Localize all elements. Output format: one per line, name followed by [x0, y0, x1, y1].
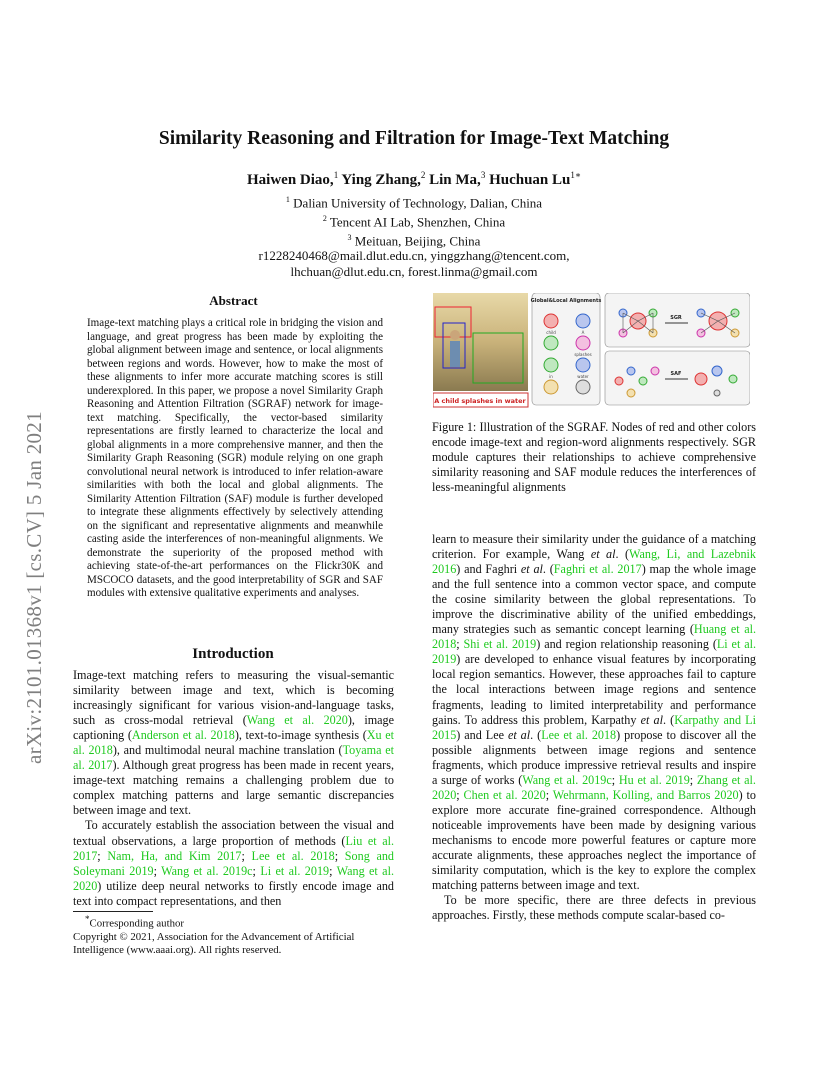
citation-link[interactable]: Xu et al. 2018 [73, 728, 394, 758]
footnote [73, 913, 395, 957]
author-name: Huchuan Lu [489, 172, 571, 188]
text-run: ) and Lee [456, 727, 508, 742]
citation-link[interactable]: Anderson et al. 2018 [131, 728, 235, 743]
text-run: ) and region relationship reasoning ( [536, 637, 717, 652]
citation-link[interactable]: Lee et al. 2018 [541, 727, 617, 742]
word-tag: splashes [574, 352, 592, 357]
text-run: ), text-to-image synthesis ( [234, 728, 367, 743]
italic-text: et al [590, 547, 616, 562]
word-tag: in [549, 374, 553, 379]
text-run: ) to explore more accurate fine-grained correspondence. Although noticeable improvements have been made by designing various mechanisms to encode more powerful features or capture more accurate alignments, these approaches neglect the importance of similarity computation, which is the key to explore the complex matching patterns between image and text. [432, 787, 756, 893]
right-paragraph-1 [432, 532, 756, 893]
intro-paragraph-1 [73, 668, 394, 818]
text-run: ; [153, 863, 162, 878]
affiliations [0, 192, 828, 279]
text-run: ; [97, 848, 108, 863]
citation-link[interactable]: Wehrmann, Kolling, and Barros 2020 [552, 787, 739, 802]
saf-node [639, 377, 647, 385]
child-figure [450, 330, 460, 340]
text-run: ) and Faghri [456, 562, 521, 577]
text-run: . ( [615, 547, 630, 562]
text-run: ; [611, 772, 619, 787]
citation-link[interactable]: Faghri et al. 2017 [553, 562, 642, 577]
abstract-heading: Abstract [209, 293, 258, 308]
arxiv-identifier: arXiv:2101.01368v1 [cs.CV] 5 Jan 2021 [22, 411, 46, 764]
author-sup: 1 [333, 170, 339, 180]
saf-output-node [729, 375, 737, 383]
citation-link[interactable]: Wang et al. 2019c [161, 863, 253, 878]
right-column-body [432, 532, 756, 923]
citation-link[interactable]: Wang, Li, and Lazebnik 2016 [432, 547, 756, 577]
citation-link[interactable]: Karpathy and Li 2015 [432, 712, 756, 742]
word-tag: A [581, 330, 585, 335]
text-run: ; [545, 787, 553, 802]
citation-link[interactable]: Zhang et al. 2020 [432, 772, 756, 802]
text-run: To be more specific, there are three defects in previous approaches. Firstly, these methods compute scalar-based co- [432, 893, 756, 923]
word-tag: water [577, 374, 589, 379]
right-paragraph-2 [432, 893, 756, 923]
author-name: Lin Ma, [429, 172, 481, 188]
citation-link[interactable]: Wang et al. 2020 [246, 713, 348, 728]
italic-text: et al [520, 562, 543, 577]
intro-paragraph-2 [73, 818, 394, 908]
alignment-node [544, 314, 558, 328]
author-name: Ying Zhang, [341, 172, 421, 188]
text-run: Image-text matching refers to measuring the visual-semantic similarity between image and text, which is becoming increasingly significant for various vision-and-language tasks, such as cross-modal retrieval ( [73, 668, 394, 728]
text-run: learn to measure their similarity under the guidance of a matching criterion. For example, Wang [432, 532, 756, 562]
text-run: ; [689, 772, 697, 787]
corresponding-author-note: *Corresponding author [85, 914, 184, 930]
affiliation-line: $^2$ Tencent AI Lab, Shenzhen, China [322, 213, 506, 230]
text-run: ) utilize deep neural networks to firstly encode image and text into compact representations, and then [73, 878, 394, 908]
saf-output-node [714, 390, 720, 396]
author-sup: 3 [480, 170, 486, 180]
footnote-rule [73, 911, 153, 912]
author-name: Haiwen Diao, [247, 172, 334, 188]
citation-link[interactable]: Shi et al. 2019 [463, 637, 537, 652]
saf-output-node [695, 373, 707, 385]
left-column-body [73, 668, 394, 909]
italic-text: et al [640, 712, 663, 727]
citation-link[interactable]: Hu et al. 2019 [618, 772, 690, 787]
saf-node [627, 389, 635, 397]
saf-label: SAF [670, 371, 682, 377]
alignment-node [576, 336, 590, 350]
saf-node [615, 377, 623, 385]
text-run: ), image captioning ( [73, 713, 394, 743]
author-sup: 1∗ [570, 170, 581, 180]
word-tag: child [546, 330, 556, 335]
alignment-node [576, 314, 590, 328]
text-run: ; [334, 848, 345, 863]
saf-node [651, 367, 659, 375]
child-figure [450, 341, 460, 367]
saf-panel [605, 351, 750, 405]
citation-link[interactable]: Song and Soleymani 2019 [73, 848, 394, 878]
sgr-label: SGR [670, 315, 682, 321]
author-sup: 2 [420, 170, 426, 180]
figure-1 [433, 293, 750, 408]
photo-image [433, 293, 528, 391]
text-run: ) propose to discover all the possible alignments between image regions and sentence fragments, which produce impressive retrieval results and inspire a surge of works ( [432, 727, 756, 787]
affiliation-line: $^3$ Meituan, Beijing, China [347, 232, 481, 248]
alignment-node [576, 380, 590, 394]
citation-link[interactable]: Wang et al. 2020 [73, 863, 394, 893]
citation-link[interactable]: Wang et al. 2019c [522, 772, 612, 787]
citation-link[interactable]: Huang et al. 2018 [432, 622, 756, 652]
email-line: lhchuan@dlut.edu.cn, forest.linma@gmail.com [290, 263, 538, 279]
figure-1-illustration [433, 293, 750, 408]
text-run: . ( [530, 727, 542, 742]
text-run: ), and multimodal neural machine translation ( [112, 743, 343, 758]
text-run: . ( [542, 562, 554, 577]
paper-title: Similarity Reasoning and Filtration for Image-Text Matching [158, 128, 670, 149]
copyright-note: Copyright © 2021, Association for the Advancement of Artificial Intelligence (www.aaai.org). All rights reserved. [73, 930, 355, 956]
email-line: r1228240468@mail.dlut.edu.cn, yinggzhang@tencent.com, [258, 248, 570, 264]
saf-output-node [712, 366, 722, 376]
text-run: ; [329, 863, 337, 878]
text-run: ) are developed to enhance visual features by incorporating local region semantics. However, these approaches fail to capture the local interactions between image regions and sentence fragments, leading to limited interpretability and performance gains. To address this problem, Karpathy [432, 652, 756, 727]
affiliation-line: $^1$ Dalian University of Technology, Dalian, China [285, 195, 543, 211]
citation-link[interactable]: Nam, Ha, and Kim 2017 [107, 848, 242, 863]
citation-link[interactable]: Lee et al. 2018 [251, 848, 335, 863]
text-run: ; [456, 787, 464, 802]
text-run: ; [456, 637, 464, 652]
alignment-panel-title: Global&Local Alignments [530, 298, 602, 304]
citation-link[interactable]: Li et al. 2019 [432, 637, 757, 667]
citation-link[interactable]: Li et al. 2019 [260, 863, 330, 878]
text-run: ). Although great progress has been made in recent years, image-text matching remains a challenging problem due to complex matching patterns and large semantic discrepancies between image and text. [73, 758, 394, 818]
italic-text: et al [507, 727, 531, 742]
author-list [0, 170, 828, 189]
alignment-node [576, 358, 590, 372]
citation-link[interactable]: Toyama et al. 2017 [73, 743, 394, 773]
citation-link[interactable]: Liu et al. 2017 [73, 833, 394, 863]
photo-caption: A child splashes in water [434, 397, 526, 405]
citation-link[interactable]: Chen et al. 2020 [463, 787, 546, 802]
text-run: ; [252, 863, 261, 878]
alignment-node [544, 358, 558, 372]
introduction-heading: Introduction [192, 646, 274, 662]
alignment-node [544, 380, 558, 394]
text-run: ; [241, 848, 252, 863]
text-run: To accurately establish the association between the visual and textual observations, a large proportion of methods ( [73, 818, 394, 848]
saf-node [627, 367, 635, 375]
text-run: . ( [662, 712, 675, 727]
abstract-text: Image-text matching plays a critical role in bridging the vision and language, and great progress has been made by exploiting the global alignment between image and sentence, or local alignments between regions and words. However, how to make the most of these alignments to infer more accurate matching scores is still underexplored. In this paper, we propose a novel Similarity Graph Reasoning and Attention Filtration (SGRAF) network for image-text matching. Specifically, the vector-based similarity representations are firstly learned to characterize the local and global alignments in a more comprehensive manner, and then the Similarity Graph Reasoning (SGR) module relying on one graph convolutional neural network is introduced to infer relation-aware similarities with both the local and global alignments. The Similarity Attention Filtration (SAF) module is further developed to integrate these alignments effectively by selectively attending on the significant and representative alignments and meanwhile casting aside the interferences of non-meaningful alignments. We demonstrate the superiority of the proposed method with achieving state-of-the-art performances on the Flickr30K and MSCOCO datasets, and the good interpretability of SGR and SAF modules with extensive qualitative experiments and analyses. [87, 317, 383, 599]
alignment-node [544, 336, 558, 350]
figure-1-caption: Figure 1: Illustration of the SGRAF. Nodes of red and other colors encode image-text and region-word alignments respectively. SGR module captures their relationships to achieve comprehensive similarity reasoning and SAF module reduces the interferences of less-meaningful alignments [432, 420, 756, 495]
text-run: ) map the whole image and the full sentence into a common vector space, and compute the cosine similarity between the global representations. To improve the discriminative ability of the unified embeddings, many strategies such as semantic concept learning ( [432, 562, 756, 637]
